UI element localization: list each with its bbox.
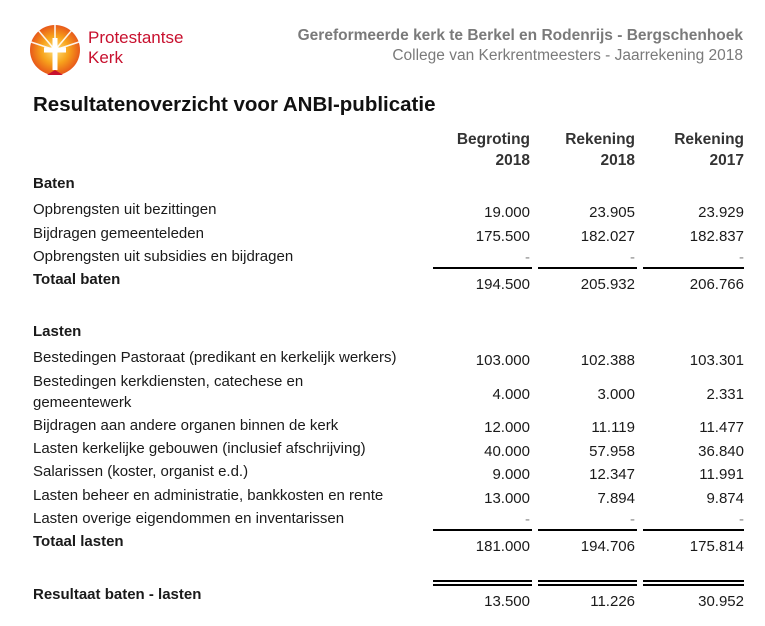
subtotal-rule xyxy=(433,267,532,269)
row-label: Lasten beheer en administratie, bankkosten en rente xyxy=(33,487,384,504)
row-value: 57.958 xyxy=(589,443,635,460)
row-value: 9.874 xyxy=(706,490,744,507)
row-value: 13.000 xyxy=(484,490,530,507)
row-value: 11.119 xyxy=(591,419,635,436)
row-value: 19.000 xyxy=(484,204,530,221)
total-label-lasten: Totaal lasten xyxy=(33,533,124,550)
subtotal-rule xyxy=(433,529,532,531)
row-value: 36.840 xyxy=(698,443,744,460)
logo-line-2: Kerk xyxy=(88,48,123,67)
row-label: Bijdragen aan andere organen binnen de kerk xyxy=(33,417,339,434)
total-value: 175.814 xyxy=(689,538,744,555)
row-value: 103.301 xyxy=(689,352,744,369)
section-heading-lasten: Lasten xyxy=(33,323,82,340)
result-double-rule xyxy=(433,580,532,586)
subtotal-rule xyxy=(538,529,637,531)
row-value: 12.000 xyxy=(484,419,530,436)
row-value: 7.894 xyxy=(597,490,635,507)
subtotal-rule xyxy=(643,267,744,269)
page-title: Resultatenoverzicht voor ANBI-publicatie xyxy=(33,93,436,116)
result-double-rule xyxy=(643,580,744,586)
row-value: - xyxy=(739,249,744,266)
header-organisation: Gereformeerde kerk te Berkel en Rodenrijs - Bergschenhoek xyxy=(297,27,743,44)
row-value: 12.347 xyxy=(589,466,635,483)
protestantse-kerk-logo xyxy=(29,24,81,76)
row-label: Bijdragen gemeenteleden xyxy=(33,225,204,242)
row-value: 40.000 xyxy=(484,443,530,460)
column-header-rekening-2018: Rekening 2018 xyxy=(565,131,635,169)
result-value: 13.500 xyxy=(484,593,530,610)
row-label-continued: gemeentewerk xyxy=(33,394,132,411)
total-label-baten: Totaal baten xyxy=(33,271,121,288)
row-value: 3.000 xyxy=(597,386,635,403)
row-value: 11.991 xyxy=(699,466,744,483)
column-header-rekening-2017: Rekening 2017 xyxy=(674,131,744,169)
row-value: 23.929 xyxy=(698,204,744,221)
row-label: Bestedingen Pastoraat (predikant en kerkelijk werkers) xyxy=(33,349,397,366)
row-value: 102.388 xyxy=(580,352,635,369)
row-label: Opbrengsten uit bezittingen xyxy=(33,201,217,218)
result-double-rule xyxy=(538,580,637,586)
row-value: - xyxy=(525,511,530,528)
result-value: 30.952 xyxy=(698,593,744,610)
total-value: 194.706 xyxy=(580,538,635,555)
row-label: Lasten overige eigendommen en inventarissen xyxy=(33,510,345,527)
row-value: 4.000 xyxy=(492,386,530,403)
row-label: Bestedingen kerkdiensten, catechese en xyxy=(33,373,304,390)
row-value: 182.837 xyxy=(689,228,744,245)
row-value: - xyxy=(739,511,744,528)
column-header-begroting-2018: Begroting 2018 xyxy=(456,131,530,169)
row-value: 9.000 xyxy=(492,466,530,483)
row-label: Opbrengsten uit subsidies en bijdragen xyxy=(33,248,294,265)
row-label: Lasten kerkelijke gebouwen (inclusief afschrijving) xyxy=(33,440,366,457)
result-label: Resultaat baten - lasten xyxy=(33,586,202,603)
total-value: 205.932 xyxy=(580,276,635,293)
total-value: 206.766 xyxy=(689,276,744,293)
total-value: 181.000 xyxy=(475,538,530,555)
row-value: 103.000 xyxy=(475,352,530,369)
logo-wordmark xyxy=(88,28,183,68)
row-value: 175.500 xyxy=(475,228,530,245)
logo-line-1: Protestantse xyxy=(88,28,184,47)
subtotal-rule xyxy=(643,529,744,531)
header-subtitle: College van Kerkrentmeesters - Jaarrekening 2018 xyxy=(392,47,743,64)
subtotal-rule xyxy=(538,267,637,269)
row-value: 11.477 xyxy=(699,419,744,436)
row-value: 182.027 xyxy=(580,228,635,245)
result-value: 11.226 xyxy=(590,593,635,610)
row-value: 2.331 xyxy=(706,386,744,403)
total-value: 194.500 xyxy=(475,276,530,293)
row-value: - xyxy=(525,249,530,266)
row-value: - xyxy=(630,249,635,266)
row-value: 23.905 xyxy=(589,204,635,221)
row-label: Salarissen (koster, organist e.d.) xyxy=(33,463,249,480)
section-heading-baten: Baten xyxy=(33,175,75,192)
row-value: - xyxy=(630,511,635,528)
